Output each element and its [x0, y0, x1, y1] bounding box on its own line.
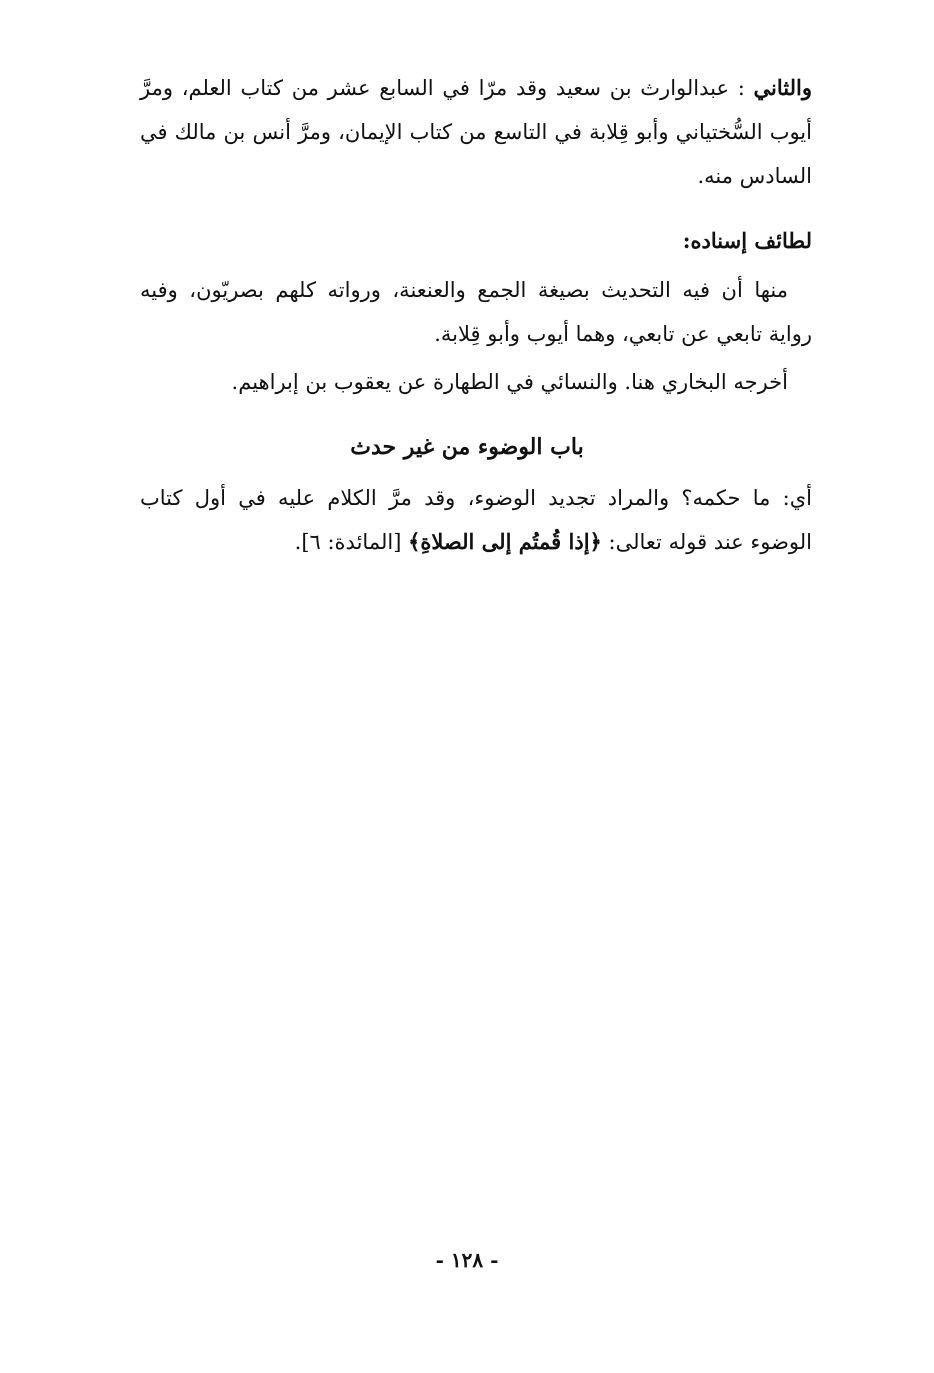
quran-verse: ﴿إذا قُمتُم إلى الصلاةِ﴾ — [408, 529, 602, 554]
paragraph-narrators — [140, 66, 812, 198]
paragraph-takhrij: أخرجه البخاري هنا. والنسائي في الطهارة عن يعقوب بن إبراهيم. — [231, 370, 788, 394]
paragraph-isnad: منها أن فيه التحديث بصيغة الجمع والعنعنة، ورواته كلهم بصريّون، وفيه رواية تابعي عن تابعي، وهما أيوب وأبو قِلابة. — [140, 278, 812, 346]
paragraph-body: : عبدالوارث بن سعيد وقد مرّا في السابع عشر من كتاب العلم، ومرَّ أيوب السُّختياني وأبو قِلابة في التاسع من كتاب الإيمان، ومرَّ أنس بن مالك في السادس منه. — [140, 76, 812, 188]
paragraph-body: أي: ما حكمه؟ والمراد تجديد الوضوء، وقد مرَّ الكلام عليه في أول كتاب الوضوء عند قوله تعالى: — [140, 486, 812, 554]
chapter-title: باب الوضوء من غير حدث — [350, 434, 584, 460]
page-number: - ١٢٨ - — [435, 1248, 499, 1272]
verse-reference: [المائدة: ٦]. — [294, 530, 402, 554]
section-heading: لطائف إسناده: — [682, 228, 812, 253]
paragraph-explanation — [140, 476, 812, 564]
paragraph-lead-word: والثاني — [753, 75, 812, 100]
